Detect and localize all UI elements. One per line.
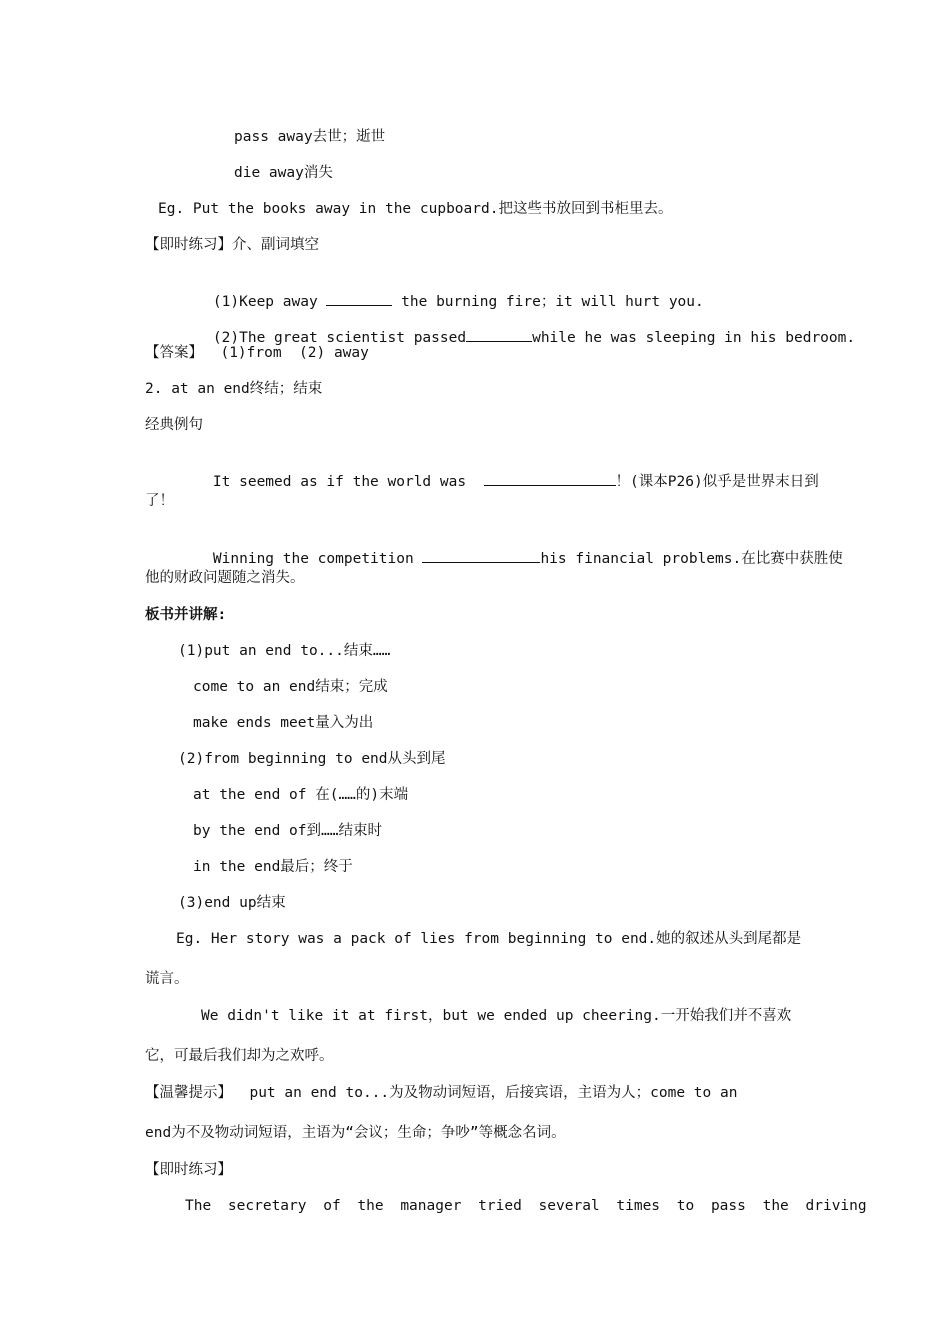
answer-line: 【答案】 (1)from (2) away — [145, 345, 369, 361]
example-line-1-start: It seemed as if the world was — [212, 474, 484, 490]
exercise-heading: 【即时练习】介、副词填空 — [145, 237, 319, 253]
section-heading: 2. at an end终结；结束 — [145, 381, 323, 397]
answer-blank — [422, 548, 540, 563]
exercise-item-1-end: the burning fire；it will hurt you. — [392, 294, 704, 310]
phrase-at-the-end-of: at the end of 在(……的)末端 — [193, 787, 409, 803]
phrase-make-ends-meet: make ends meet量入为出 — [193, 715, 374, 731]
example-line-2-end: his financial problems.在比赛中获胜使 — [540, 551, 843, 567]
phrase-pass-away: pass away去世；逝世 — [234, 129, 386, 145]
example-sentence: Eg. Put the books away in the cupboard.把这些书放回到书柜里去。 — [158, 201, 673, 217]
board-explanation-heading: 板书并讲解: — [145, 607, 227, 623]
exercise-item-2-end: while he was sleeping in his bedroom. — [532, 330, 856, 346]
exercise-sentence: The secretary of the manager tried several times to pass the driving — [185, 1198, 867, 1214]
example-line-2-start: Winning the competition — [212, 551, 423, 567]
phrase-end-up: (3)end up结束 — [178, 895, 286, 911]
exercise-heading-2: 【即时练习】 — [145, 1162, 232, 1178]
phrase-in-the-end: in the end最后；终于 — [193, 859, 353, 875]
answer-blank — [466, 327, 532, 342]
phrase-die-away: die away消失 — [234, 165, 333, 181]
phrase-put-an-end-to: (1)put an end to...结束…… — [178, 643, 391, 659]
example-line-1-continued: 了！ — [145, 493, 174, 509]
exercise-item-1-start: (1)Keep away — [212, 294, 327, 310]
exercise-item-2-start: (2)The great scientist passed — [212, 330, 467, 346]
example-heading: 经典例句 — [145, 417, 203, 433]
example-sentence-cheering: We didn't like it at first，but we ended up cheering.一开始我们并不喜欢 — [201, 1008, 792, 1024]
tip-line-2: end为不及物动词短语，主语为“会议；生命；争吵”等概念名词。 — [145, 1125, 566, 1141]
phrase-by-the-end-of: by the end of到……结束时 — [193, 823, 382, 839]
example-line-1 — [178, 451, 819, 512]
phrase-come-to-an-end: come to an end结束；完成 — [193, 679, 388, 695]
answer-blank — [326, 291, 392, 306]
answer-blank — [484, 471, 616, 486]
example-sentence-her-story: Eg. Her story was a pack of lies from beginning to end.她的叙述从头到尾都是 — [176, 931, 802, 947]
example-sentence-her-story-continued: 谎言。 — [145, 971, 189, 987]
example-sentence-cheering-continued: 它，可最后我们却为之欢呼。 — [145, 1048, 334, 1064]
example-line-2-continued: 他的财政问题随之消失。 — [145, 570, 305, 586]
tip-line-1: 【温馨提示】 put an end to...为及物动词短语，后接宾语，主语为人；come to an — [145, 1085, 738, 1101]
example-line-1-end: ！(课本P26)似乎是世界末日到 — [615, 474, 819, 490]
phrase-from-beginning-to-end: (2)from beginning to end从头到尾 — [178, 751, 446, 767]
